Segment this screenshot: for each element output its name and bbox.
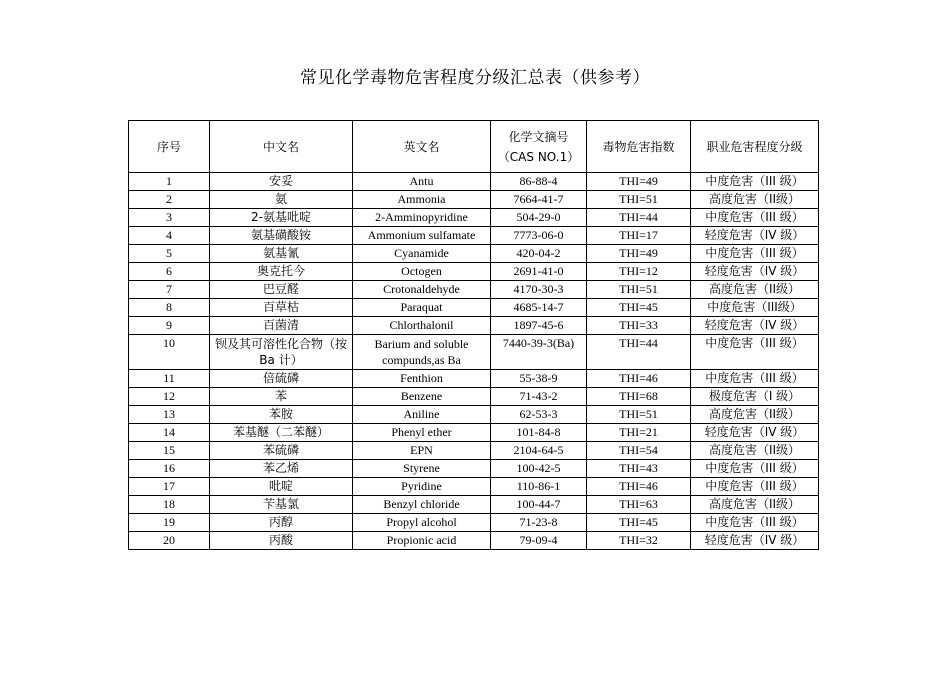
cell-en-name: Cyanamide	[353, 245, 491, 263]
cell-cas: 7664-41-7	[491, 191, 587, 209]
cell-index: THI=51	[587, 406, 691, 424]
page-title: 常见化学毒物危害程度分级汇总表（供参考）	[300, 68, 650, 88]
cell-en-name: Octogen	[353, 263, 491, 281]
cell-index: THI=43	[587, 460, 691, 478]
cell-cn-name: 安妥	[210, 173, 353, 191]
cell-cas: 420-04-2	[491, 245, 587, 263]
cell-en-name: Chlorthalonil	[353, 317, 491, 335]
cell-level: 轻度危害（IV 级）	[691, 227, 819, 245]
cell-en-name: Phenyl ether	[353, 424, 491, 442]
cell-seq: 18	[129, 496, 210, 514]
cell-seq: 1	[129, 173, 210, 191]
cell-cas: 79-09-4	[491, 532, 587, 550]
cell-index: THI=51	[587, 191, 691, 209]
cell-level: 中度危害（III级）	[691, 299, 819, 317]
cell-seq: 2	[129, 191, 210, 209]
table-row	[129, 191, 819, 209]
cell-cas: 71-43-2	[491, 388, 587, 406]
cell-seq: 14	[129, 424, 210, 442]
table-row	[129, 442, 819, 460]
cell-seq: 11	[129, 370, 210, 388]
cell-cas: 86-88-4	[491, 173, 587, 191]
cell-index: THI=12	[587, 263, 691, 281]
cell-index: THI=54	[587, 442, 691, 460]
cell-cn-name: 倍硫磷	[210, 370, 353, 388]
cell-cn-name: 氨基磺酸铵	[210, 227, 353, 245]
cell-cas: 100-44-7	[491, 496, 587, 514]
cell-cas: 4685-14-7	[491, 299, 587, 317]
cell-level: 轻度危害（IV 级）	[691, 532, 819, 550]
cell-seq: 8	[129, 299, 210, 317]
cell-cn-name: 苄基氯	[210, 496, 353, 514]
table-row	[129, 173, 819, 191]
cell-cas: 2691-41-0	[491, 263, 587, 281]
cell-level: 极度危害（I 级）	[691, 388, 819, 406]
cell-seq: 3	[129, 209, 210, 227]
cell-index: THI=46	[587, 370, 691, 388]
cell-cas: 1897-45-6	[491, 317, 587, 335]
cell-seq: 6	[129, 263, 210, 281]
cell-en-name: Antu	[353, 173, 491, 191]
cell-en-name: Barium and soluble compunds,as Ba	[353, 335, 491, 370]
table-row	[129, 532, 819, 550]
cell-seq: 7	[129, 281, 210, 299]
cell-cn-name: 钡及其可溶性化合物（按 Ba 计）	[210, 335, 353, 370]
cell-cas: 4170-30-3	[491, 281, 587, 299]
cell-cn-name: 2-氨基吡啶	[210, 209, 353, 227]
table-row	[129, 281, 819, 299]
cell-seq: 20	[129, 532, 210, 550]
cell-index: THI=44	[587, 335, 691, 370]
cell-level: 中度危害（III 级）	[691, 173, 819, 191]
cell-level: 高度危害（II级）	[691, 281, 819, 299]
cell-level: 中度危害（III 级）	[691, 478, 819, 496]
table-row	[129, 227, 819, 245]
cell-en-name: Benzene	[353, 388, 491, 406]
cell-level: 中度危害（III 级）	[691, 335, 819, 370]
cell-en-name: Pyridine	[353, 478, 491, 496]
table-row	[129, 478, 819, 496]
table-row	[129, 460, 819, 478]
cell-cn-name: 苯基醚（二苯醚）	[210, 424, 353, 442]
cell-cn-name: 氨	[210, 191, 353, 209]
cell-en-name: Ammonium sulfamate	[353, 227, 491, 245]
cell-level: 中度危害（III 级）	[691, 460, 819, 478]
cell-cas: 101-84-8	[491, 424, 587, 442]
cell-level: 高度危害（II级）	[691, 496, 819, 514]
cell-en-name: Crotonaldehyde	[353, 281, 491, 299]
cell-en-name: Aniline	[353, 406, 491, 424]
cell-seq: 4	[129, 227, 210, 245]
cell-cas: 71-23-8	[491, 514, 587, 532]
cell-level: 中度危害（III 级）	[691, 370, 819, 388]
header-cas	[491, 121, 587, 173]
cell-cn-name: 丙醇	[210, 514, 353, 532]
cell-seq: 9	[129, 317, 210, 335]
cell-en-name: Propionic acid	[353, 532, 491, 550]
cell-level: 轻度危害（IV 级）	[691, 263, 819, 281]
cell-index: THI=45	[587, 299, 691, 317]
cell-cas: 2104-64-5	[491, 442, 587, 460]
header-seq: 序号	[129, 121, 210, 173]
cell-index: THI=49	[587, 245, 691, 263]
header-cas-line2: （CAS NO.1）	[497, 149, 580, 164]
table-row	[129, 424, 819, 442]
cell-en-name: Fenthion	[353, 370, 491, 388]
table-row	[129, 514, 819, 532]
cell-cn-name: 百菌清	[210, 317, 353, 335]
cell-index: THI=17	[587, 227, 691, 245]
cell-level: 高度危害（II级）	[691, 406, 819, 424]
header-en-name: 英文名	[353, 121, 491, 173]
header-level: 职业危害程度分级	[691, 121, 819, 173]
table-row	[129, 335, 819, 370]
cell-level: 轻度危害（IV 级）	[691, 424, 819, 442]
table-row	[129, 406, 819, 424]
cell-index: THI=46	[587, 478, 691, 496]
cell-index: THI=63	[587, 496, 691, 514]
table-row	[129, 263, 819, 281]
cell-cas: 7773-06-0	[491, 227, 587, 245]
cell-cn-name: 吡啶	[210, 478, 353, 496]
table-row	[129, 370, 819, 388]
cell-index: THI=51	[587, 281, 691, 299]
cell-index: THI=44	[587, 209, 691, 227]
header-index: 毒物危害指数	[587, 121, 691, 173]
table-row	[129, 388, 819, 406]
cell-level: 中度危害（III 级）	[691, 514, 819, 532]
cell-seq: 13	[129, 406, 210, 424]
cell-seq: 12	[129, 388, 210, 406]
header-cas-line1: 化学文摘号	[508, 129, 569, 144]
cell-en-name: Ammonia	[353, 191, 491, 209]
cell-cas: 7440-39-3(Ba)	[491, 335, 587, 370]
cell-index: THI=45	[587, 514, 691, 532]
cell-en-name: Propyl alcohol	[353, 514, 491, 532]
cell-en-name: Styrene	[353, 460, 491, 478]
cell-level: 中度危害（III 级）	[691, 209, 819, 227]
cell-index: THI=49	[587, 173, 691, 191]
cell-index: THI=68	[587, 388, 691, 406]
cell-cn-name: 氨基氰	[210, 245, 353, 263]
cell-seq: 10	[129, 335, 210, 370]
cell-en-name: Benzyl chloride	[353, 496, 491, 514]
cell-level: 高度危害（II级）	[691, 191, 819, 209]
cell-en-name: 2-Amminopyridine	[353, 209, 491, 227]
table-row	[129, 299, 819, 317]
table-header-row	[129, 121, 819, 173]
cell-cn-name: 巴豆醛	[210, 281, 353, 299]
cell-cn-name: 苯	[210, 388, 353, 406]
cell-seq: 5	[129, 245, 210, 263]
cell-cas: 110-86-1	[491, 478, 587, 496]
cell-seq: 17	[129, 478, 210, 496]
cell-cn-name: 奥克托今	[210, 263, 353, 281]
cell-en-name: Paraquat	[353, 299, 491, 317]
table-row	[129, 496, 819, 514]
cell-seq: 16	[129, 460, 210, 478]
hazard-table	[128, 120, 819, 550]
cell-index: THI=32	[587, 532, 691, 550]
cell-level: 中度危害（III 级）	[691, 245, 819, 263]
cell-cas: 62-53-3	[491, 406, 587, 424]
cell-level: 轻度危害（IV 级）	[691, 317, 819, 335]
cell-cn-name: 苯胺	[210, 406, 353, 424]
cell-level: 高度危害（II级）	[691, 442, 819, 460]
cell-seq: 15	[129, 442, 210, 460]
table-row	[129, 245, 819, 263]
cell-cn-name: 百草枯	[210, 299, 353, 317]
cell-en-name: EPN	[353, 442, 491, 460]
table-row	[129, 317, 819, 335]
cell-cn-name: 苯硫磷	[210, 442, 353, 460]
header-cn-name: 中文名	[210, 121, 353, 173]
cell-cas: 55-38-9	[491, 370, 587, 388]
cell-seq: 19	[129, 514, 210, 532]
cell-cas: 100-42-5	[491, 460, 587, 478]
table-row	[129, 209, 819, 227]
cell-cn-name: 苯乙烯	[210, 460, 353, 478]
cell-cas: 504-29-0	[491, 209, 587, 227]
cell-index: THI=33	[587, 317, 691, 335]
cell-index: THI=21	[587, 424, 691, 442]
cell-cn-name: 丙酸	[210, 532, 353, 550]
